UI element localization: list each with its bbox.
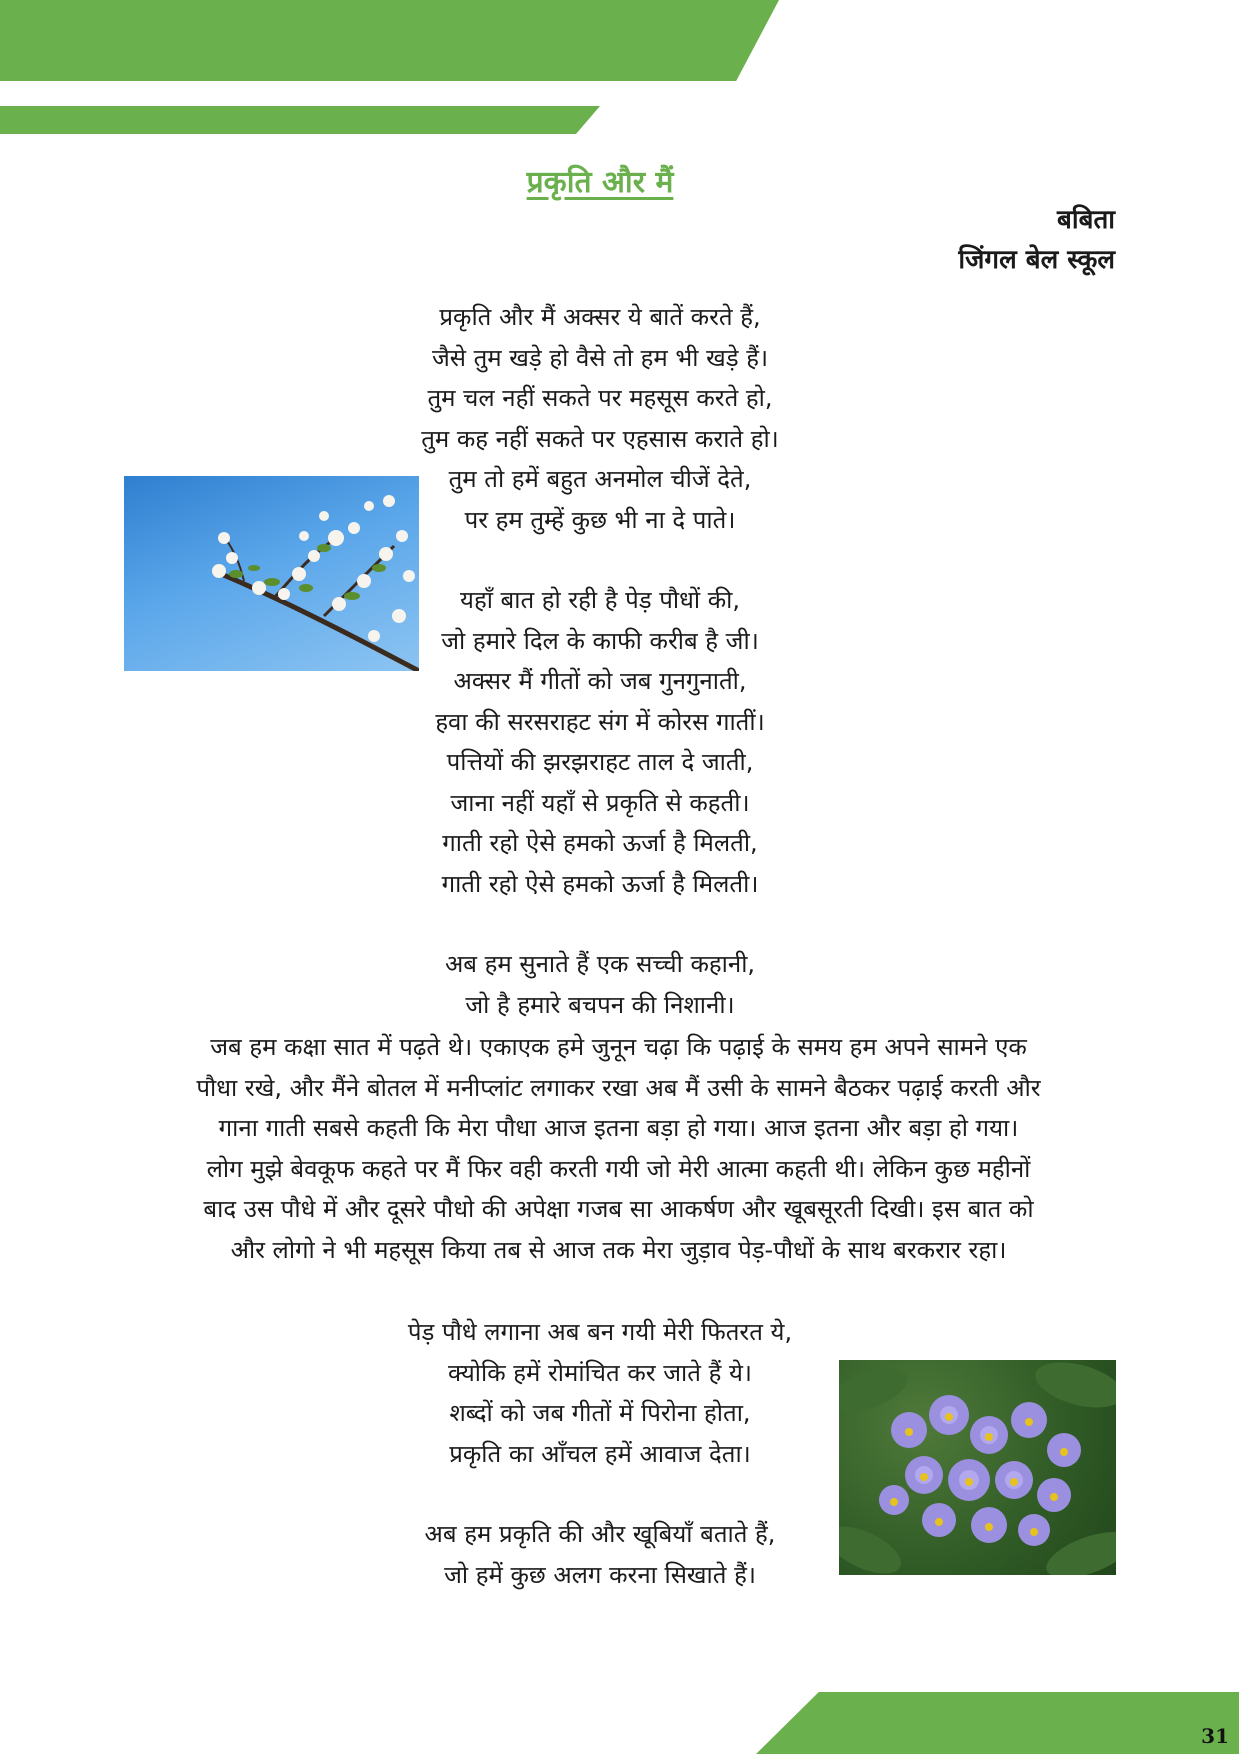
- paragraph-line: लोग मुझे बेवकूफ कहते पर मैं फिर वही करती गयी जो मेरी आत्मा कहती थी। लेकिन कुछ महीनों: [206, 1154, 1031, 1183]
- poem-line: प्रकृति और मैं अक्सर ये बातें करते हैं,: [439, 303, 761, 331]
- poem-line: जो हमारे दिल के काफी करीब है जी।: [441, 626, 759, 655]
- poem-line: यहाँ बात हो रही है पेड़ पौधों की,: [460, 586, 740, 614]
- poem-line: अब हम सुनाते हैं एक सच्ची कहानी,: [444, 950, 756, 978]
- paragraph-line: पौधा रखे, और मैंने बोतल में मनीप्लांट लगाकर रखा अब मैं उसी के सामने बैठकर पढ़ाई करती और: [196, 1073, 1041, 1102]
- poem-line: अक्सर मैं गीतों को जब गुनगुनाती,: [453, 667, 747, 695]
- story-paragraph: [120, 1027, 1117, 1270]
- poem-line: पर हम तुम्हें कुछ भी ना दे पाते।: [464, 505, 736, 534]
- poem-line: प्रकृति का आँचल हमें आवाज देता।: [449, 1439, 751, 1468]
- poem-line: गाती रहो ऐसे हमको ऊर्जा है मिलती।: [441, 869, 759, 898]
- paragraph-line: गाना गाती सबसे कहती कि मेरा पौधा आज इतना बड़ा हो गया। आज इतना और बड़ा हो गया।: [218, 1114, 1019, 1142]
- stanza-3: [0, 944, 1200, 1025]
- byline: [958, 200, 1115, 280]
- poem-line: तुम चल नहीं सकते पर महसूस करते हो,: [427, 384, 773, 412]
- page-number: 31: [1201, 1724, 1229, 1748]
- paragraph-line: जब हम कक्षा सात में पढ़ते थे। एकाएक हमे जुनून चढ़ा कि पढ़ाई के समय हम अपने सामने एक: [210, 1033, 1027, 1061]
- footer-band: [756, 1692, 1239, 1754]
- poem-line: तुम तो हमें बहुत अनमोल चीजें देते,: [448, 465, 752, 493]
- header-band-second: [0, 106, 600, 134]
- poem-line: हवा की सरसराहट संग में कोरस गातीं।: [435, 707, 765, 736]
- poem-title: प्रकृति और मैं: [526, 165, 674, 200]
- blossom-branch-photo: [124, 476, 419, 671]
- poem-line: पेड़ पौधे लगाना अब बन गयी मेरी फितरत ये,: [407, 1318, 793, 1346]
- paragraph-line: और लोगो ने भी महसूस किया तब से आज तक मेरा जुड़ाव पेड़-पौधों के साथ बरकरार रहा।: [230, 1235, 1007, 1264]
- poem-line: जाना नहीं यहाँ से प्रकृति से कहती।: [450, 788, 750, 817]
- author-name: बबिता: [1057, 205, 1115, 235]
- author-school: जिंगल बेल स्कूल: [958, 245, 1115, 275]
- purple-flowers-icon: [839, 1360, 1116, 1575]
- poem-line: शब्दों को जब गीतों में पिरोना होता,: [449, 1399, 751, 1427]
- blossom-branch-icon: [124, 476, 419, 671]
- poem-line: जो हमें कुछ अलग करना सिखाते हैं।: [444, 1560, 756, 1589]
- poem-line: जो है हमारे बचपन की निशानी।: [465, 990, 735, 1019]
- paragraph-line: बाद उस पौधे में और दूसरे पौधो की अपेक्षा गजब सा आकर्षण और खूबसूरती दिखी। इस बात को: [203, 1195, 1034, 1223]
- poem-line: तुम कह नहीं सकते पर एहसास कराते हो।: [421, 424, 779, 453]
- poem-line: जैसे तुम खड़े हो वैसे तो हम भी खड़े हैं।: [431, 343, 769, 372]
- poem-line: गाती रहो ऐसे हमको ऊर्जा है मिलती,: [442, 829, 758, 857]
- poem-line: पत्तियों की झरझराहट ताल दे जाती,: [446, 748, 754, 776]
- poem-line: क्योकि हमें रोमांचित कर जाते हैं ये।: [448, 1358, 752, 1387]
- header-band-top: [0, 0, 779, 81]
- poem-line: अब हम प्रकृति की और खूबियाँ बताते हैं,: [424, 1520, 776, 1548]
- purple-flowers-photo: [839, 1360, 1116, 1575]
